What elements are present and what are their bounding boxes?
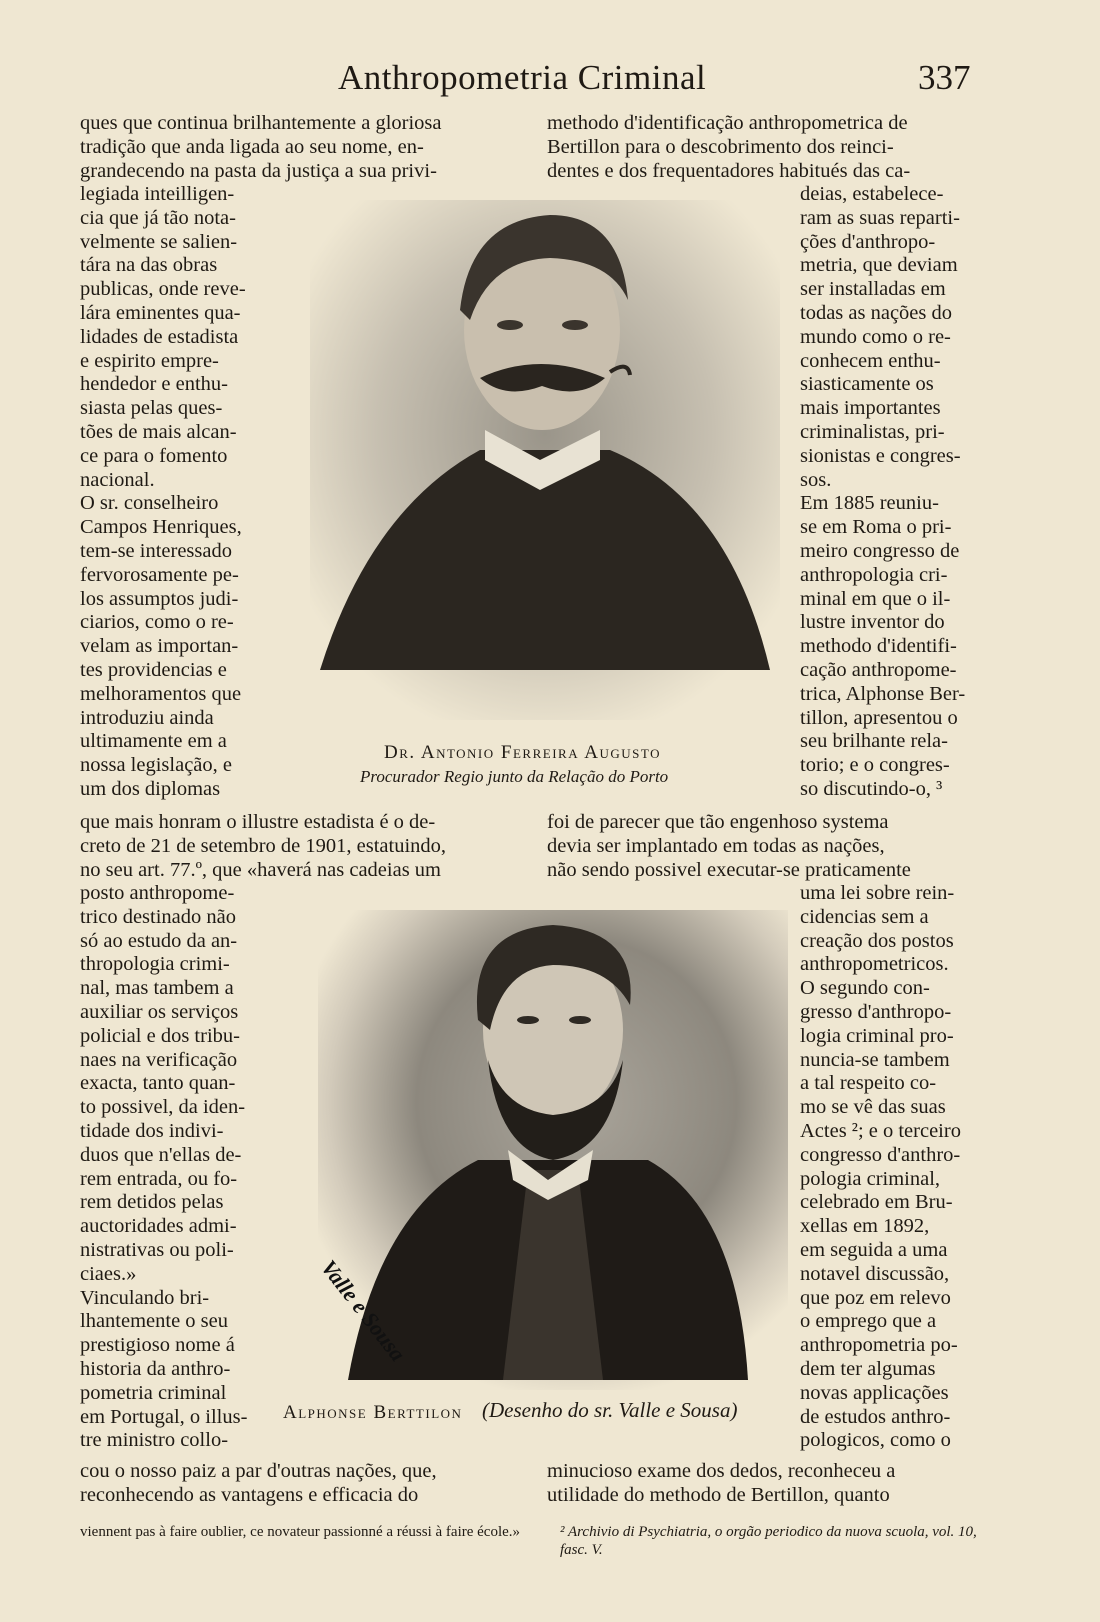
portrait2-illustration — [318, 910, 788, 1390]
page-header — [0, 58, 1100, 106]
text-mid-right: foi de parecer que tão engenhoso systema devia ser implantado em todas as nações, não sendo possivel executar-se praticamente — [547, 811, 911, 881]
text-mid-left: que mais honram o illustre estadista é o de- creto de 21 de setembro de 1901, estatuindo, no seu art. 77.º, que «haverá nas cadeias um — [80, 811, 447, 881]
text-top-left: ques que continua brilhantemente a gloriosa tradição que anda ligada ao seu nome, en- grandecendo na pasta da justiça a sua privi- — [80, 112, 442, 182]
portrait1-illustration — [310, 200, 780, 720]
text-right-column-2: uma lei sobre rein- cidencias sem a creação dos postos anthropometricos. O segundo con- gresso d'anthropo- logia criminal pro- nuncia-se tambem a tal respeito co- mo se vê das suas Actes ²; e o terceiro congresso d'anthro- pologia criminal, celebrado em Bru- xellas em 1892, em seguida a uma notavel discussão, que poz em relevo o emprego que a anthropometria po- dem ter algumas novas applicações de estudos anthro- pologicos, como o — [800, 882, 961, 1452]
text-right-column-1: deias, estabelece- ram as suas reparti- ções d'anthropo- metria, que deviam ser installadas em todas as nações do mundo como o re- conhecem enthu- siasticamente os mais importantes criminalistas, pri- sionistas e congres- sos. Em 1885 reuniu- se em Roma o pri- meiro congresso de anthropologia cri- minal em que o il- lustre inventor do methodo d'identifi- cação anthropome- trica, Alphonse Ber- tillon, apresentou o seu brilhante rela- torio; e o congres- so discutindo-o, ³ — [800, 183, 966, 800]
text-bottom-left: cou o nosso paiz a par d'outras nações, que, reconhecendo as vantagens e efficacia do — [80, 1460, 437, 1506]
text-left-column-1: legiada inteilligen- cia que já tão nota- velmente se salien- tára na das obras publicas, onde reve- lára eminentes qua- lidades de estadista e espirito empre- hendedor e enthu- siasta pelas ques- tões de mais alcan- ce para o fomento nacional. O sr. conselheiro Campos Henriques, tem-se interessado fervorosamente pe- los assumptos judi- ciarios, como o re- velam as importan- tes providencias e melhoramentos que introduziu ainda ultimamente em a nossa legislação, e um dos diplomas — [80, 183, 246, 800]
running-title: Anthropometria Criminal — [338, 58, 707, 97]
text-left-column-2: posto anthropome- trico destinado não só ao estudo da an- thropologia crimi- nal, mas tambem a auxiliar os serviços policial e dos tribu- naes na verificação exacta, tanto quan- to possivel, da iden- tidade dos indivi- duos que n'ellas de- rem entrada, ou fo- rem detidos pelas auctoridades admi- nistrativas ou poli- ciaes.» Vinculando bri- lhantemente o seu prestigioso nome á historia da anthro- pometria criminal em Portugal, o illus- tre ministro collo- — [80, 882, 248, 1452]
portrait2-caption-name: Alphonse Berttilon — [283, 1402, 463, 1423]
portrait1-caption-name: Dr. Antonio Ferreira Augusto — [384, 742, 661, 763]
page-number: 337 — [918, 58, 971, 97]
text-bottom-right: minucioso exame dos dedos, reconheceu a utilidade do methodo de Bertillon, quanto — [547, 1460, 896, 1506]
footnote-left: viennent pas à faire oublier, ce novateur passionné a réussi à faire école.» — [80, 1524, 521, 1540]
footnote-right: ² Archivio di Psychiatria, o orgão periodico da nuova scuola, vol. 10, fasc. V. — [560, 1524, 977, 1558]
portrait-alphonse-bertillon — [318, 910, 788, 1390]
portrait-antonio-ferreira-augusto — [310, 200, 780, 720]
portrait2-caption-subtitle: (Desenho do sr. Valle e Sousa) — [482, 1398, 738, 1422]
portrait1-caption-subtitle: Procurador Regio junto da Relação do Porto — [360, 767, 669, 786]
text-top-right: methodo d'identificação anthropometrica de Bertillon para o descobrimento dos reinci- dentes e dos frequentadores habitués das ca- — [547, 112, 911, 182]
artist-signature: Valle e Sousa — [316, 1255, 411, 1366]
